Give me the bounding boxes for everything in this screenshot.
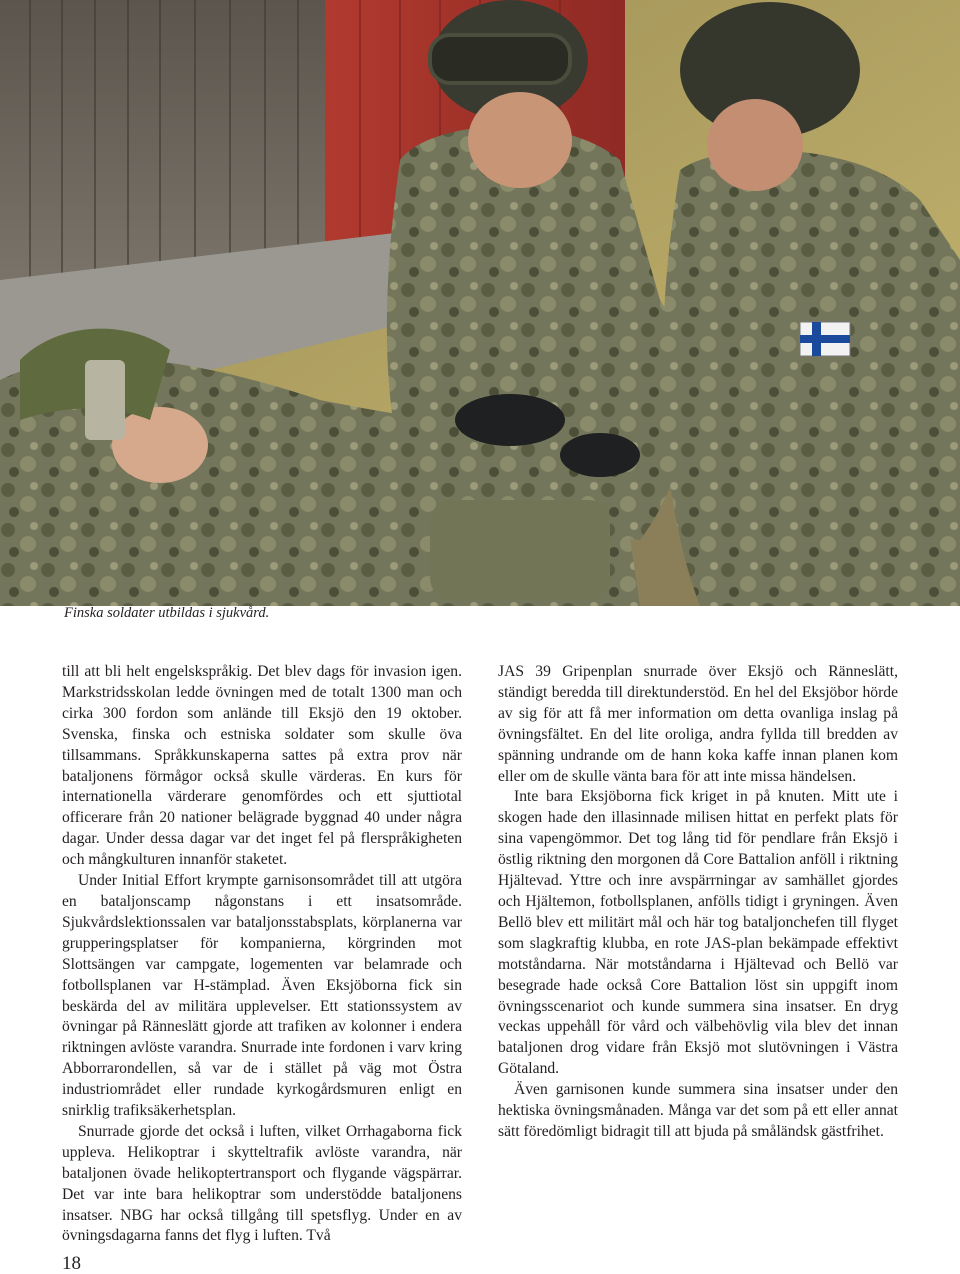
- medical-bag: [430, 500, 610, 600]
- paragraph: Snurrade gjorde det också i luften, vilket Orrhagaborna fick uppleva. Helikoptrar i skytteltrafik avlöste varandra, när bataljonen övade helikoptertransport och flygande vägspärrar. Det var inte bara helikoptrar som understödde bataljonens insatser. NBG har också tillgång till spetsflyg. Under en av övningsdagarna fanns det flyg i luften. Två: [62, 1122, 462, 1245]
- black-glove-1: [455, 394, 565, 446]
- photo: [0, 0, 960, 606]
- medic-1-face: [468, 92, 572, 188]
- text-column-right: [498, 662, 898, 1143]
- wounded-soldier-face: [112, 407, 208, 483]
- photo-illustration: [0, 0, 960, 606]
- goggles: [430, 35, 570, 83]
- text-column-left: [62, 662, 462, 1247]
- paragraph: JAS 39 Gripenplan snurrade över Eksjö och Rännеslätt, ständigt beredda till direktunderstöd. En hel del Eksjöbor hörde av sig för att få mer information om detta ovanliga inslag på övningsfältet. En del lite oroliga, andra fyllda till bredden av spänning undrande om de hann koka kaffe innan planen kom eller om de skulle vänta bara för att inte missa händelsen.: [498, 663, 898, 785]
- paragraph: Inte bara Eksjöborna fick kriget in på knuten. Mitt ute i skogen hade den illasinnade milisen hittat en perfekt plats för sina vapengömmor. Det tog lång tid för pendlare från Eksjö i östlig riktning den morgonen då Core Battalion anföll i riktning Hjältevad. Yttre och inre avspärrningar av samhället gjordes och Hjältemon, fotbollsplanen, anfölls tidigt i gryningen. Även Bellö blev ett militärt mål och här tog bataljonchefen till flyget som slagkraftig klubba, en rote JAS-plan bekämpade effektivt motståndarna. När motståndarna i Hjältevad och Bellö var besegrade hade också Core Battalion löst sin uppgift inom övningsscenariot och kunde summera sina insatser. En dryg veckas uppehåll för vård och välbehövlig vila blev det innan bataljonen drog vidare från Eksjö mot slutövningen i Västra Götaland.: [498, 788, 898, 1078]
- page-number: 18: [62, 1253, 81, 1274]
- medic-with-flag: [663, 150, 960, 606]
- black-glove-2: [560, 433, 640, 477]
- paragraph: Under Initial Effort krympte garnisonsområdet till att utgöra en bataljonscamp någonstans i ett insatsområde. Sjukvårdslektionssalen var bataljonsstabsplats, körplanerna var grupperingsplatser för kompanierna, körgrinden mot Slottsängen var campgate, logementen var belamrade och fotbollsplanen var H-stämplad. Även Eksjöborna fick sin beskärda del av militära upplevelser. Ett stationssystem av övningar på Ränneslätt gjorde att trafiken av kolonner i endera riktningen avlöste varandra. Snurrade inte fordonen i varv kring Abborrarondellen, så var de i stället på väg mot Östra industriområdet eller rundade kyrkogårdsmuren enligt en snirklig trafiksäkerhetsplan.: [62, 872, 462, 1120]
- paragraph: Även garnisonen kunde summera sina insatser under den hektiska övningsmånaden. Många var det som på ett eller annat sätt föredömligt bidragit till att bjuda på småländsk gästfrihet.: [498, 1081, 898, 1140]
- paragraph: till att bli helt engelskspråkig. Det blev dags för invasion igen. Markstridsskolan ledde övningen med de totalt 1300 man och cirka 300 fordon som anlände till Eksjö den 19 oktober. Svenska, finska och estniska soldater som skulle öva tillsammans. Språkkunskaperna sattes på extra prov när bataljonens förmågor också skulle värderas. En kurs för internationella värderare genomfördes och ett sjuttiotal officerare från 20 nationer belägrade byggnad 40 under några dagar. Under dessa dagar var det inget fel på flerspråkigheten och mångkulturen innanför staketet.: [62, 663, 462, 869]
- finnish-flag-icon: [800, 322, 850, 356]
- photo-caption: Finska soldater utbildas i sjukvård.: [64, 605, 270, 621]
- medic-2-face: [707, 99, 803, 191]
- neck-collar: [85, 360, 125, 440]
